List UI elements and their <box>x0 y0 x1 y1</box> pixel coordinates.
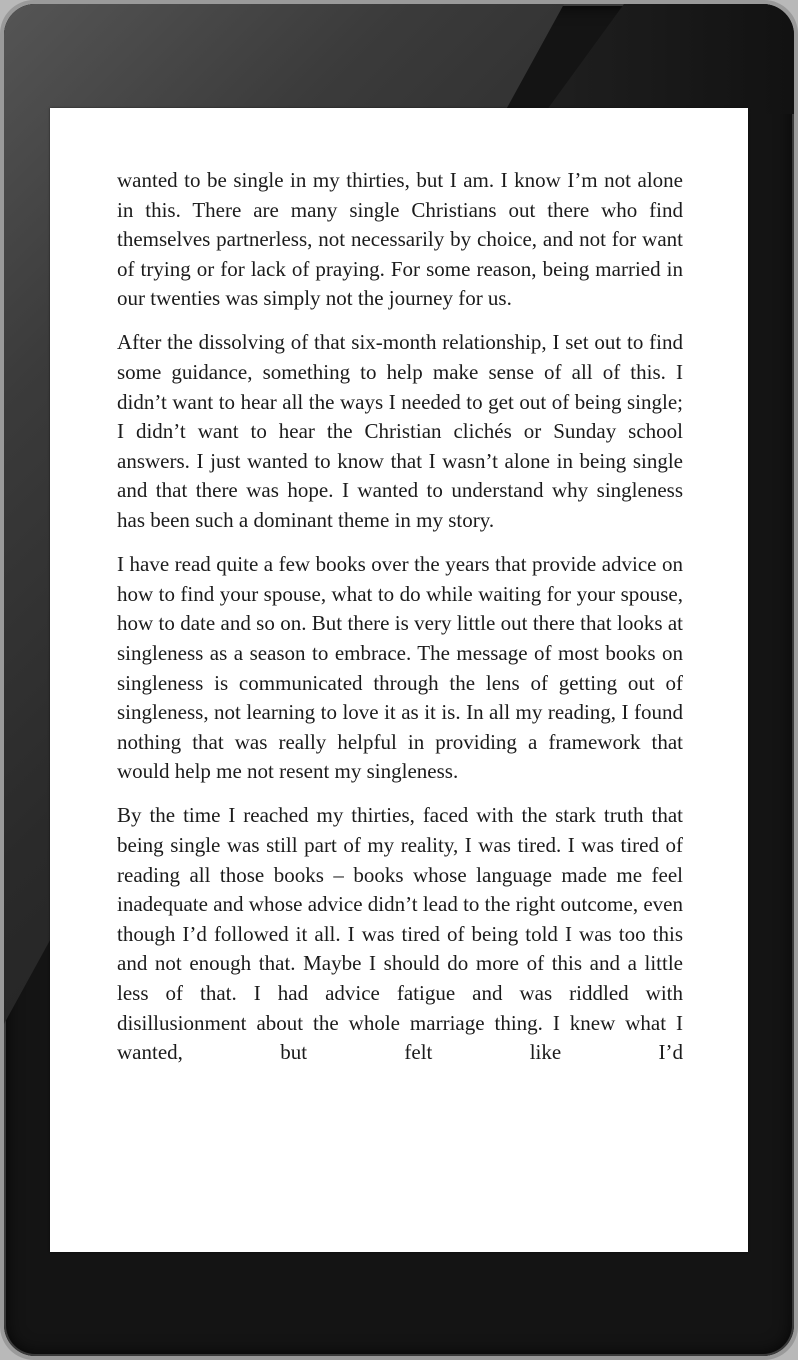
bezel-shadow <box>544 4 794 114</box>
paragraph: By the time I reached my thirties, faced with the stark truth that being single was still part of my reality, I was tired. I was tired of reading all those books – books whose language made me feel inadequate and whose advice didn’t lead to the right outcome, even though I’d followed it all. I was tired of being told I was too this and not enough that. Maybe I should do more of this and a little less of that. I had advice fatigue and was riddled with disillusionment about the whole marriage thing. I knew what I wanted, but felt like I’d <box>117 803 683 1065</box>
page-text <box>117 166 683 1068</box>
paragraph: I have read quite a few books over the years that provide advice on how to find your spouse, what to do while waiting for your spouse, how to date and so on. But there is very little out there that looks at singleness as a season to embrace. The message of most books on singleness is communicated through the lens of getting out of singleness, not learning to love it as it is. In all my reading, I found nothing that was really helpful in providing a framework that would help me not resent my singleness. <box>117 552 683 784</box>
paragraph: wanted to be single in my thirties, but I am. I know I’m not alone in this. There are many single Christians out there who find themselves partnerless, not necessarily by choice, and not for want of trying or for lack of praying. For some reason, being married in our twenties was simply not the journey for us. <box>117 168 683 311</box>
device-bezel <box>4 4 794 1356</box>
reading-page[interactable] <box>50 108 748 1252</box>
paragraph: After the dissolving of that six-month relationship, I set out to find some guidance, something to help make sense of all of this. I didn’t want to hear all the ways I needed to get out of being single; I didn’t want to hear the Christian clichés or Sunday school answers. I just wanted to know that I wasn’t alone in being single and that there was hope. I wanted to understand why singleness has been such a dominant theme in my story. <box>117 330 683 533</box>
